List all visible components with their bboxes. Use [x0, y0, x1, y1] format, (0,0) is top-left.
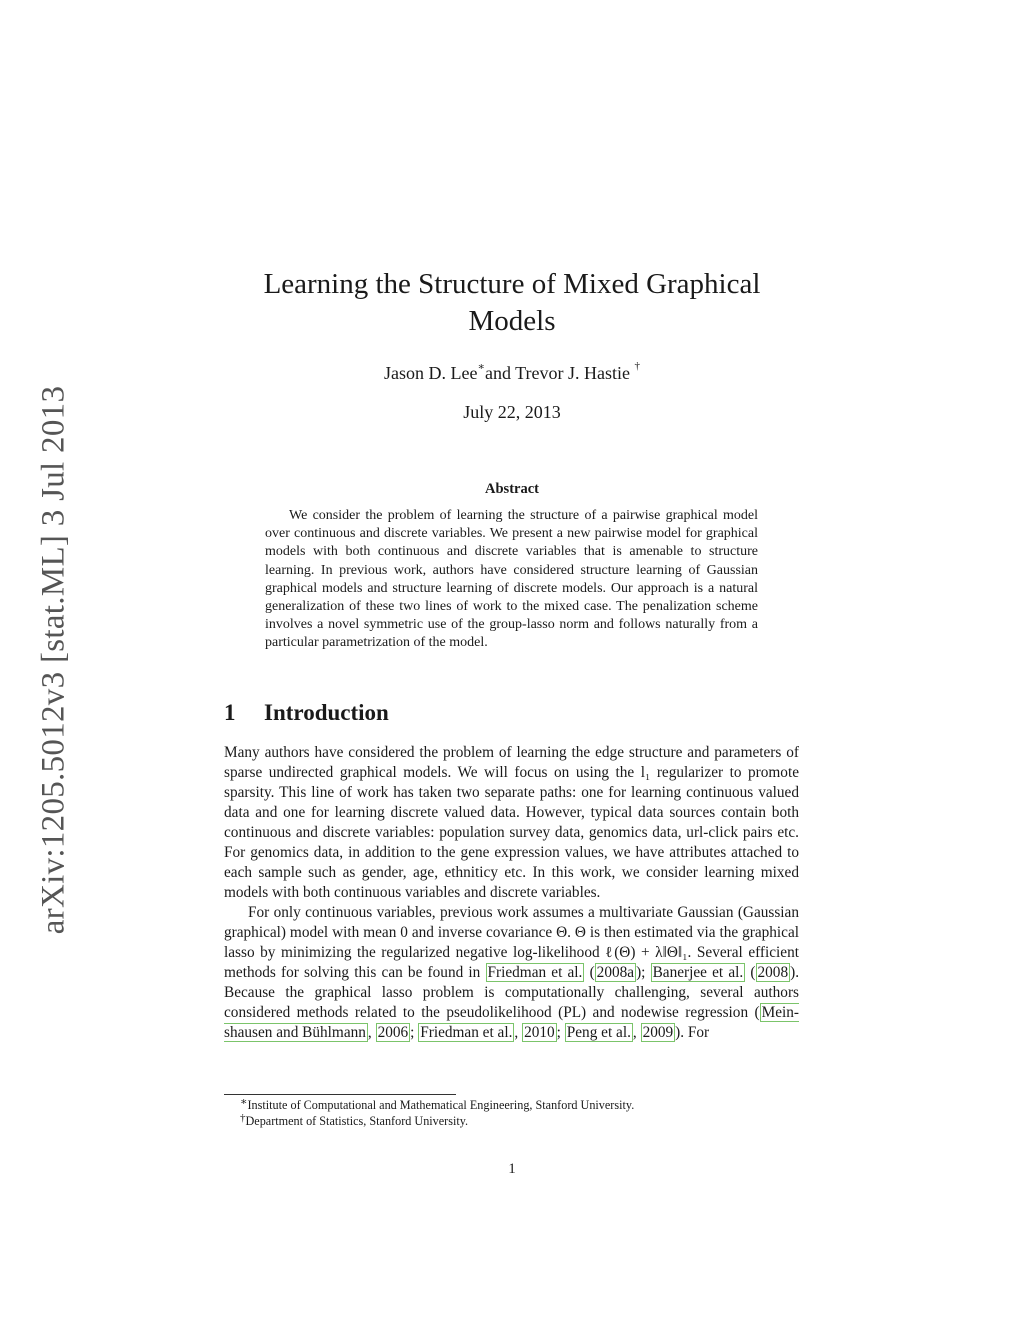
page-number: 1: [508, 1161, 516, 1177]
footnote-2: [224, 1113, 799, 1129]
citation-link-friedman-2008a[interactable]: Friedman et al.: [487, 964, 583, 981]
footnote-rule: [224, 1094, 456, 1095]
paper-authors: [226, 360, 798, 384]
paragraph-2: For only continuous variables, previous work assumes a multivariate Gaussian (Gaussian graphical) model with mean 0 and inverse covariance Θ. Θ is then estimated via the graphical lasso by minimizing the regularized negative log-likelihood ℓ(Θ) + λ‖Θ‖₁. Several efficient methods for solving this can be found in Friedman et al. ( 2008a ); Banerjee et al. ( 2008 ). Because the graphical lasso problem is computationally challenging, several authors considered methods related to the pseudolikelihood (PL) and nodewise regression ( Meinshausen and Bühlmann , 2006 ; Friedman et al. , 2010 ; Peng et al. , 2009 ). For: [224, 904, 800, 1041]
citation-link-peng-2009[interactable]: Peng et al.: [566, 1024, 631, 1041]
footnote-1: [224, 1097, 799, 1113]
footnote-2-text: Department of Statistics, Stanford University.: [245, 1114, 469, 1128]
paper-date: July 22, 2013: [463, 402, 561, 422]
footnotes: [224, 1097, 799, 1129]
body-text: [224, 743, 799, 1043]
abstract-text: We consider the problem of learning the structure of a pairwise graphical model over continuous and discrete variables. We present a new pairwise model for graphical models with both continuous and discrete variables that is amenable to structure learning. In previous work, authors have considered structure learning of Gaussian graphical models and structure learning of discrete models. Our approach is a natural generalization of these two lines of work to the mixed case. The penalization scheme involves a novel symmetric use of the group-lasso norm and follows naturally from a particular parametrization of the model.: [265, 508, 758, 651]
footnote-1-mark: ∗: [240, 1096, 248, 1108]
section-number: 1: [224, 700, 236, 725]
section-heading: [224, 700, 389, 726]
citation-link-peng-2009-year[interactable]: 2009: [642, 1024, 674, 1041]
section-title: Introduction: [264, 700, 389, 725]
paragraph-2-part-a: For only continuous variables, previous work assumes a multivariate Gaussian (Gaussian graphical) model with mean 0 and inverse covariance Θ. Θ is then estimated via the graphical lasso by minimizing the regularized negative log-likelihood ℓ(Θ) + λ‖Θ‖₁. Several efficient methods for solving this can be found in: [224, 904, 799, 981]
paragraph-2-part-c: ). For: [675, 1024, 710, 1041]
author-1: Jason D. Lee: [384, 363, 478, 383]
citation-link-banerjee-2008-year[interactable]: 2008: [757, 964, 789, 981]
paragraph-1: Many authors have considered the problem of learning the edge structure and parameters of sparse undirected graphical models. We will focus on using the l₁ regularizer to promote sparsity. This line of work has taken two separate paths: one for learning continuous valued data and one for learning discrete valued data. However, typical data sources contain both continuous and discrete variables: population survey data, genomics data, url-click pairs etc. For genomics data, in addition to the gene expression values, we have attributes attached to each sample such as gender, age, ethniticy etc. In this work, we consider learning mixed models with both continuous variables and discrete variables.: [224, 744, 799, 901]
arxiv-identifier: arXiv:1205.5012v3 [stat.ML] 3 Jul 2013: [35, 385, 72, 935]
author-1-footnote-mark[interactable]: ∗: [477, 361, 485, 373]
author-2-footnote-mark[interactable]: †: [634, 360, 640, 372]
paragraph-2-part-b: . Because the graphical lasso problem is computationally challenging, several authors considered methods related to the pseudolikelihood (PL) and nodewise regression (: [224, 964, 800, 1021]
citation-link-friedman-2010[interactable]: Friedman et al.: [420, 1024, 513, 1041]
citation-link-meinshausen-2006-year[interactable]: 2006: [377, 1024, 409, 1041]
paper-title: Learning the Structure of Mixed Graphical Models: [263, 268, 761, 337]
arxiv-sidebar: [28, 370, 80, 950]
citation-link-banerjee-2008[interactable]: Banerjee et al.: [652, 964, 744, 981]
citation-link-meinshausen-2006[interactable]: Meinshausen and Bühlmann: [224, 1004, 799, 1041]
citation-link-friedman-2008a-year[interactable]: 2008a: [596, 964, 635, 981]
footnote-1-text: Institute of Computational and Mathematical Engineering, Stanford University.: [247, 1098, 635, 1112]
citation-link-friedman-2010-year[interactable]: 2010: [524, 1024, 555, 1041]
author-conjunction-and-author-2: and Trevor J. Hastie: [484, 363, 635, 383]
footnote-2-mark: †: [240, 1112, 246, 1124]
abstract-heading: Abstract: [485, 481, 539, 497]
